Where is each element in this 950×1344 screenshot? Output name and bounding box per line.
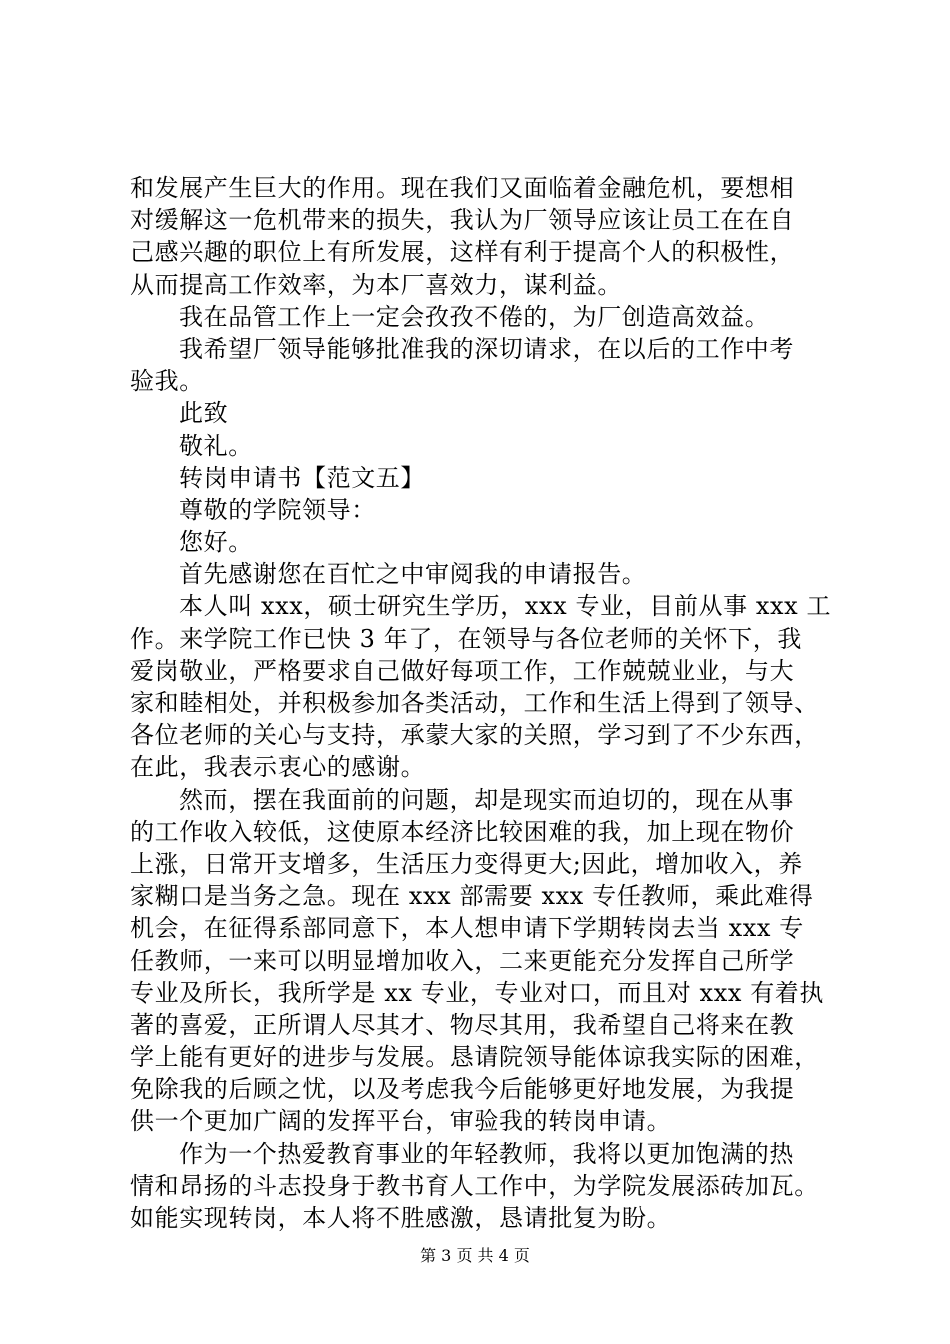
document-body xyxy=(130,172,830,1234)
text-line: 供一个更加广阔的发挥平台，审验我的转岗申请。 xyxy=(130,1107,672,1136)
text-line: 作。来学院工作已快 3 年了，在领导与各位老师的关怀下，我 xyxy=(130,624,802,653)
text-line: 上涨，日常开支增多，生活压力变得更大;因此，增加收入，养 xyxy=(130,849,803,878)
text-line: 首先感谢您在百忙之中审阅我的申请报告。 xyxy=(179,560,647,589)
text-line: 尊敬的学院领导： xyxy=(179,495,376,524)
text-line: 的工作收入较低，这使原本经济比较困难的我，加上现在物价 xyxy=(130,817,795,846)
text-line: 任教师，一来可以明显增加收入，二来更能充分发挥自己所学 xyxy=(130,946,795,975)
text-line: 验我。 xyxy=(130,367,204,396)
text-line: 此致 xyxy=(179,399,229,428)
text-line: 作为一个热爱教育事业的年轻教师，我将以更加饱满的热 xyxy=(179,1139,794,1168)
page-footer: 第 3 页 共 4 页 xyxy=(420,1246,530,1265)
text-line: 和发展产生巨大的作用。现在我们又面临着金融危机，要想相 xyxy=(130,174,795,202)
text-line: 然而，摆在我面前的问题，却是现实而迫切的，现在从事 xyxy=(179,785,794,814)
text-line: 机会，在征得系部同意下，本人想申请下学期转岗去当 xxx 专 xyxy=(130,914,804,943)
text-line: 家糊口是当务之急。现在 xxx 部需要 xxx 专任教师，乘此难得 xyxy=(130,882,814,911)
text-line: 家和睦相处，并积极参加各类活动，工作和生活上得到了领导、 xyxy=(130,689,819,717)
text-line: 己感兴趣的职位上有所发展，这样有利于提高个人的积极性， xyxy=(130,238,795,267)
text-line: 如能实现转岗，本人将不胜感激，恳请批复为盼。 xyxy=(130,1204,672,1232)
text-line: 敬礼。 xyxy=(179,431,253,460)
text-line: 免除我的后顾之忧，以及考虑我今后能够更好地发展，为我提 xyxy=(130,1075,795,1104)
text-line: 从而提高工作效率，为本厂喜效力，谋利益。 xyxy=(130,270,622,299)
text-line: 我在品管工作上一定会孜孜不倦的，为厂创造高效益。 xyxy=(179,302,770,331)
text-line: 各位老师的关心与支持，承蒙大家的关照，学习到了不少东西， xyxy=(130,721,819,750)
text-line: 转岗申请书【范文五】 xyxy=(179,463,425,492)
text-line: 专业及所长，我所学是 xx 专业，专业对口，而且对 xxx 有着执 xyxy=(130,978,824,1007)
text-line: 情和昂扬的斗志投身于教书育人工作中，为学院发展添砖加瓦。 xyxy=(130,1171,819,1200)
text-line: 对缓解这一危机带来的损失，我认为厂领导应该让员工在在自 xyxy=(130,206,795,235)
text-line: 本人叫 xxx，硕士研究生学历，xxx 专业，目前从事 xxx 工 xyxy=(179,592,832,621)
text-line: 著的喜爱，正所谓人尽其才、物尽其用，我希望自己将来在教 xyxy=(130,1010,795,1039)
text-line: 您好。 xyxy=(179,528,253,557)
text-line: 我希望厂领导能够批准我的深切请求，在以后的工作中考 xyxy=(179,334,794,363)
text-line: 爱岗敬业，严格要求自己做好每项工作，工作兢兢业业，与大 xyxy=(130,656,795,685)
text-line: 在此，我表示衷心的感谢。 xyxy=(130,753,426,782)
text-line: 学上能有更好的进步与发展。恳请院领导能体谅我实际的困难， xyxy=(130,1043,819,1072)
